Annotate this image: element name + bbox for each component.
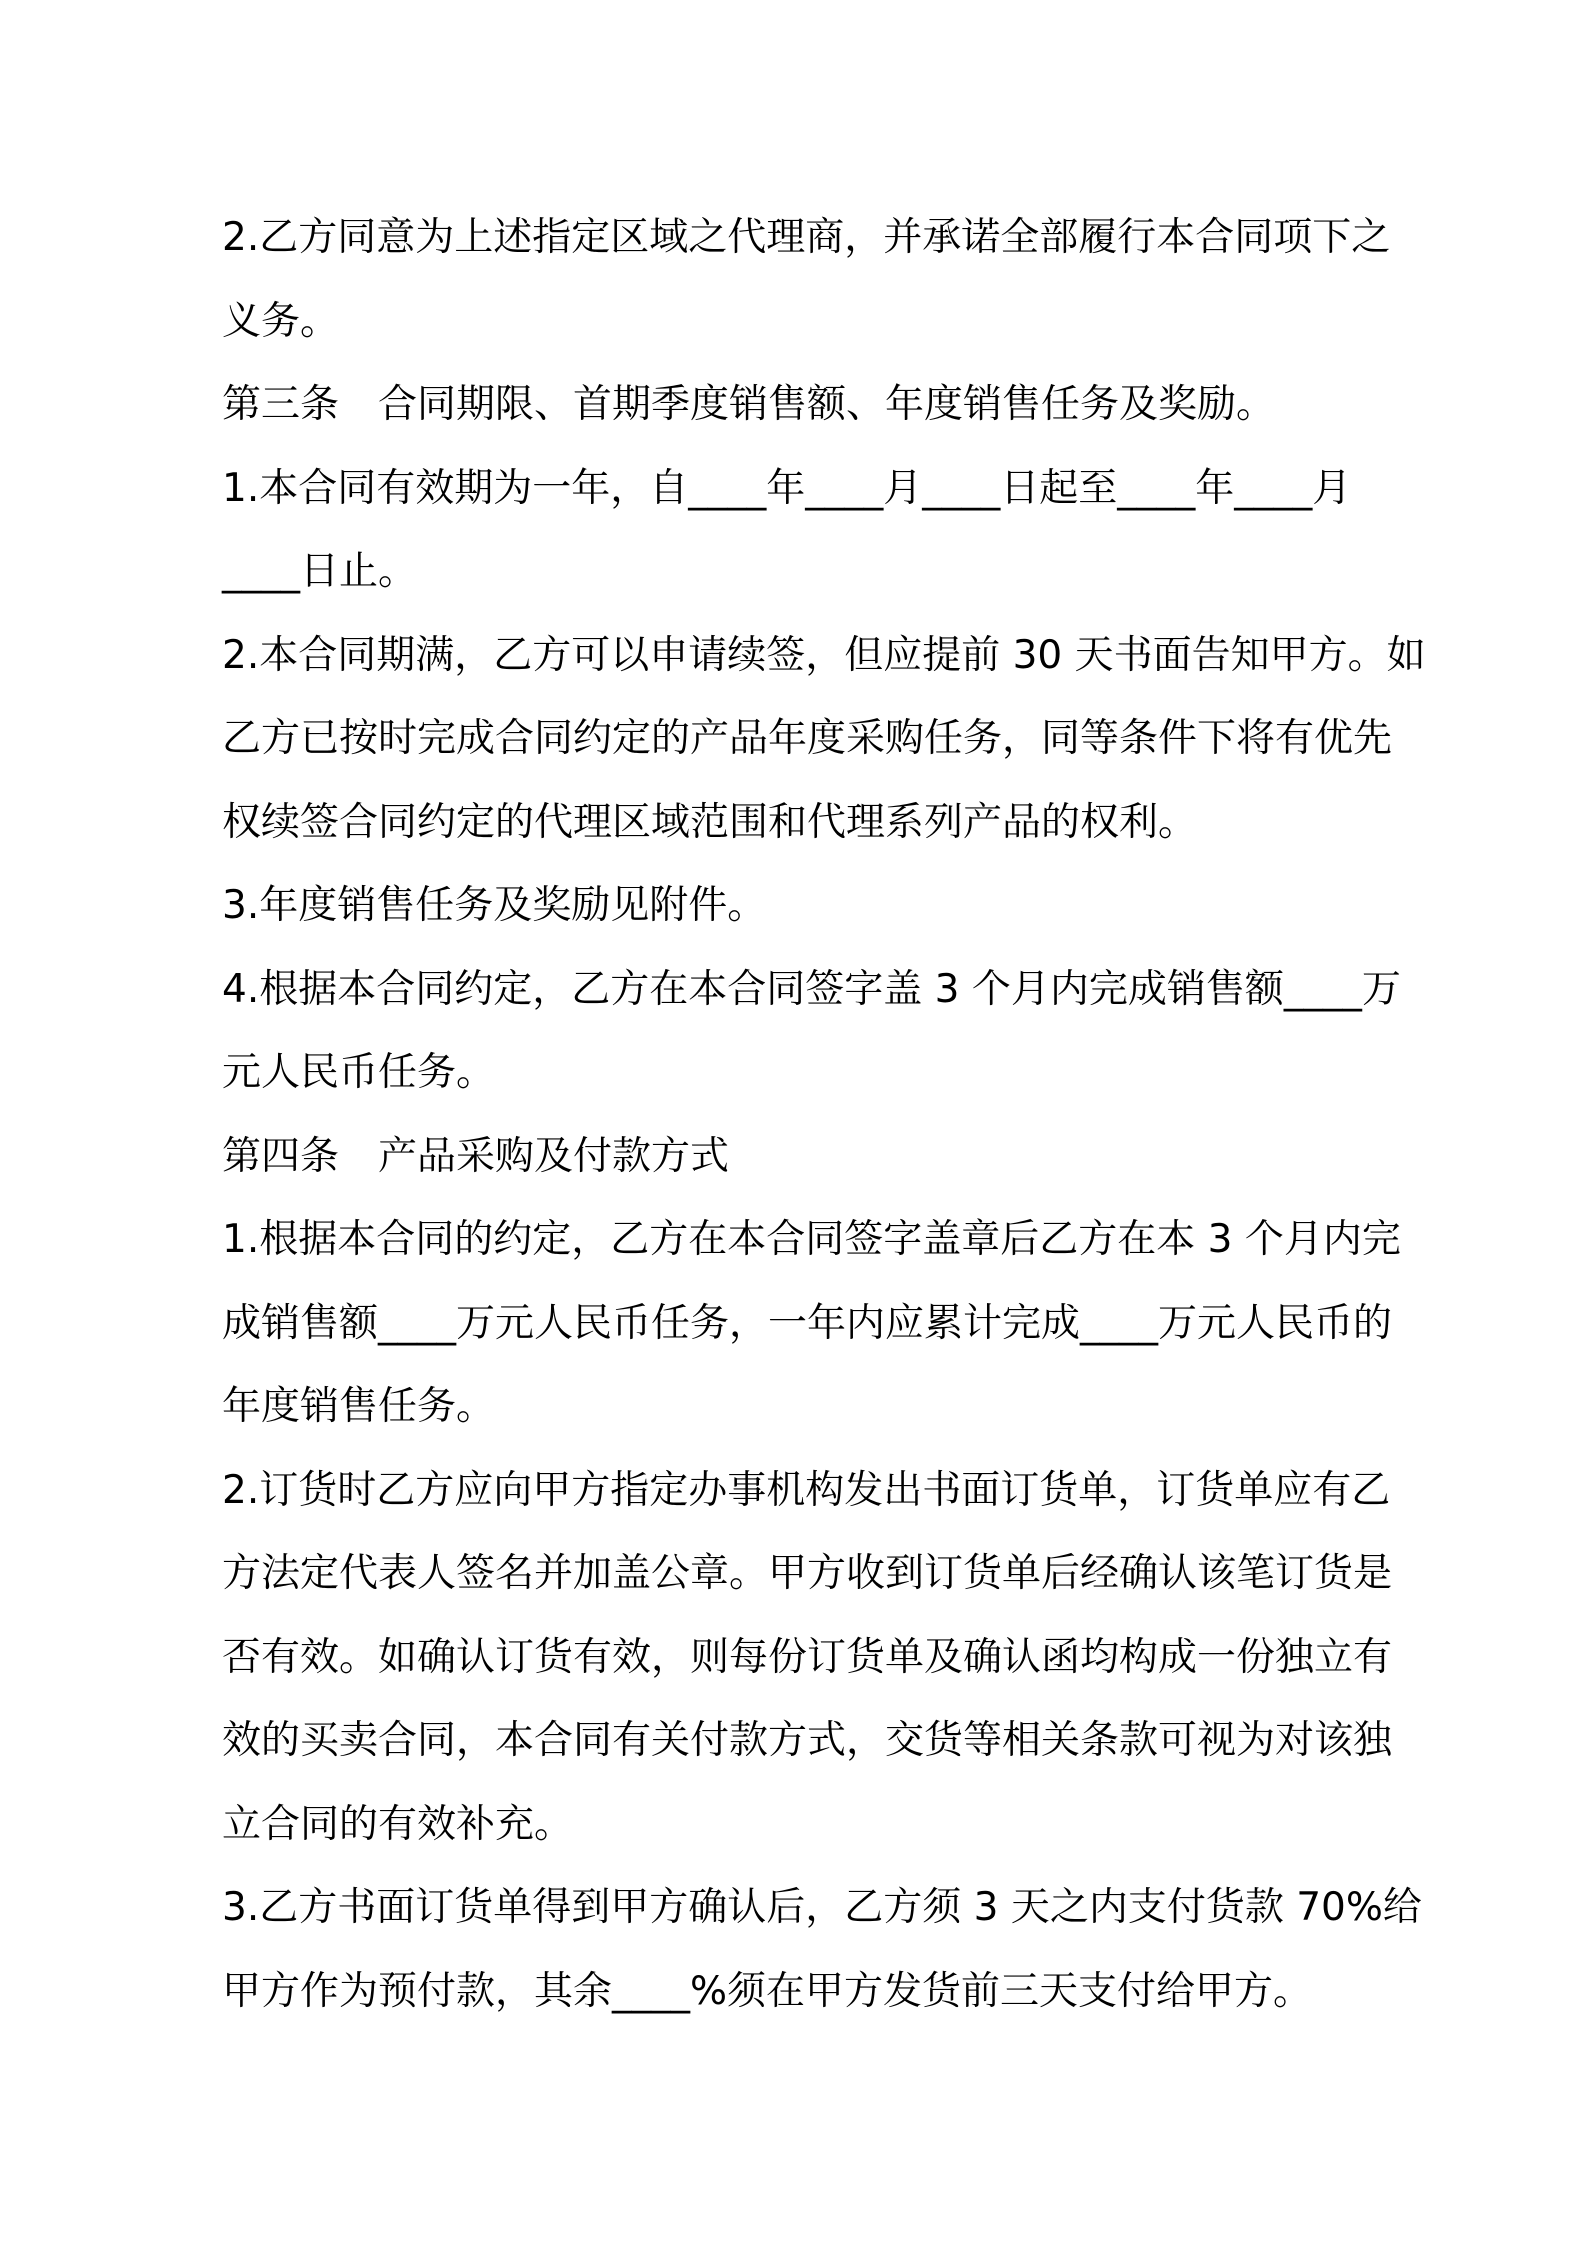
text-line: 3.年度销售任务及奖励见附件。 (222, 883, 767, 928)
article-heading: 第三条 合同期限、首期季度销售额、年度销售任务及奖励。 (222, 382, 1276, 427)
text-line: 否有效。如确认订货有效，则每份订货单及确认函均构成一份独立有 (222, 1634, 1393, 1680)
text-line: 甲方作为预付款，其余____%须在甲方发货前三天支付给甲方。 (222, 1968, 1313, 2014)
text-line: 1.本合同有效期为一年，自____年____月____日起至____年____月 (222, 465, 1352, 511)
text-line: 方法定代表人签名并加盖公章。甲方收到订货单后经确认该笔订货是 (222, 1551, 1393, 1596)
text-line: 效的买卖合同，本合同有关付款方式，交货等相关条款可视为对该独 (222, 1718, 1393, 1763)
text-line: 2.本合同期满，乙方可以申请续签，但应提前 30 天书面告知甲方。如 (222, 632, 1426, 678)
text-line: 成销售额____万元人民币任务，一年内应累计完成____万元人民币的 (222, 1300, 1393, 1346)
text-line: 4.根据本合同约定，乙方在本合同签字盖 3 个月内完成销售额____万 (222, 966, 1401, 1012)
text-line: 乙方已按时完成合同约定的产品年度采购任务，同等条件下将有优先 (222, 716, 1393, 761)
text-line: 2.订货时乙方应向甲方指定办事机构发出书面订货单，订货单应有乙 (222, 1467, 1391, 1513)
text-line: ____日止。 (222, 549, 418, 594)
text-line: 2.乙方同意为上述指定区域之代理商，并承诺全部履行本合同项下之 (222, 215, 1391, 260)
text-line: 权续签合同约定的代理区域范围和代理系列产品的权利。 (222, 799, 1198, 845)
text-line: 立合同的有效补充。 (222, 1801, 574, 1847)
article-heading: 第四条 产品采购及付款方式 (222, 1133, 730, 1179)
contract-text (222, 196, 1426, 2033)
text-line: 义务。 (222, 298, 340, 344)
text-line: 年度销售任务。 (222, 1384, 496, 1429)
text-line: 3.乙方书面订货单得到甲方确认后，乙方须 3 天之内支付货款 70%给 (222, 1885, 1422, 1930)
text-line: 元人民币任务。 (222, 1050, 496, 1095)
text-line: 1.根据本合同的约定，乙方在本合同签字盖章后乙方在本 3 个月内完 (222, 1217, 1401, 1262)
